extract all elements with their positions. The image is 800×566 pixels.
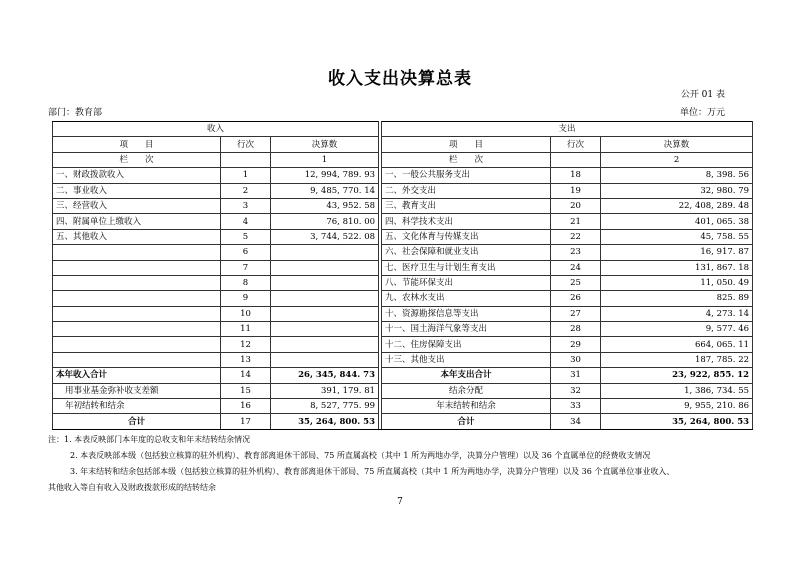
income-amount: 8, 527, 775. 99 xyxy=(271,399,379,414)
expense-item: 六、社会保障和就业支出 xyxy=(382,245,551,260)
income-amount xyxy=(271,337,379,352)
department-label: 部门：教育部 xyxy=(48,108,103,118)
expense-seq: 27 xyxy=(551,306,601,321)
income-seq: 11 xyxy=(221,322,271,337)
income-amount-header: 决算数 xyxy=(271,137,379,152)
income-amount: 391, 179. 81 xyxy=(271,383,379,398)
note-1: 注：1. 本表反映部门本年度的总收支和年末结转结余情况 xyxy=(48,435,251,444)
expense-amount: 16, 917. 87 xyxy=(601,245,753,260)
income-seq: 13 xyxy=(221,352,271,367)
expense-amount: 32, 980. 79 xyxy=(601,183,753,198)
income-item xyxy=(53,291,221,306)
income-seq: 5 xyxy=(221,229,271,244)
income-seq: 14 xyxy=(221,368,271,383)
expense-seq: 24 xyxy=(551,260,601,275)
income-col-number: 1 xyxy=(271,152,379,167)
income-item: 合计 xyxy=(53,414,221,429)
income-amount: 43, 952. 58 xyxy=(271,198,379,213)
income-item xyxy=(53,352,221,367)
expense-amount: 9, 955, 210. 86 xyxy=(601,399,753,414)
income-item xyxy=(53,260,221,275)
expense-item: 八、节能环保支出 xyxy=(382,275,551,290)
income-item: 三、经营收入 xyxy=(53,198,221,213)
expense-item: 结余分配 xyxy=(382,383,551,398)
expense-seq: 21 xyxy=(551,214,601,229)
income-seq: 9 xyxy=(221,291,271,306)
budget-table xyxy=(52,121,752,430)
expense-seq: 22 xyxy=(551,229,601,244)
table-row xyxy=(53,214,753,229)
table-row xyxy=(53,352,753,367)
column-header-row xyxy=(53,137,753,152)
page-title: 收入支出决算总表 xyxy=(328,69,472,89)
expense-amount: 131, 867. 18 xyxy=(601,260,753,275)
expense-item-header: 项 目 xyxy=(382,137,551,152)
form-number: 公开 01 表 xyxy=(680,90,725,100)
expense-item: 年末结转和结余 xyxy=(382,399,551,414)
expense-seq: 31 xyxy=(551,368,601,383)
income-item-header: 项 目 xyxy=(53,137,221,152)
expense-seq: 29 xyxy=(551,337,601,352)
income-seq: 15 xyxy=(221,383,271,398)
income-item xyxy=(53,322,221,337)
expense-seq: 33 xyxy=(551,399,601,414)
income-seq: 17 xyxy=(221,414,271,429)
income-item: 四、附属单位上缴收入 xyxy=(53,214,221,229)
expense-amount: 11, 050. 49 xyxy=(601,275,753,290)
expense-seq: 18 xyxy=(551,168,601,183)
expense-item: 十二、住房保障支出 xyxy=(382,337,551,352)
page-number: 7 xyxy=(397,497,403,507)
income-seq: 2 xyxy=(221,183,271,198)
expense-seq: 32 xyxy=(551,383,601,398)
income-item: 本年收入合计 xyxy=(53,368,221,383)
income-item: 二、事业收入 xyxy=(53,183,221,198)
income-amount: 76, 810. 00 xyxy=(271,214,379,229)
expense-amount: 187, 785. 22 xyxy=(601,352,753,367)
expense-item: 七、医疗卫生与计划生育支出 xyxy=(382,260,551,275)
table-row xyxy=(53,337,753,352)
expense-item: 九、农林水支出 xyxy=(382,291,551,306)
table-row xyxy=(53,183,753,198)
expense-amount: 45, 758. 55 xyxy=(601,229,753,244)
expense-item: 二、外交支出 xyxy=(382,183,551,198)
table-row xyxy=(53,383,753,398)
income-amount xyxy=(271,275,379,290)
expense-amount: 401, 065. 38 xyxy=(601,214,753,229)
expense-amount: 664, 065. 11 xyxy=(601,337,753,352)
expense-item: 十三、其他支出 xyxy=(382,352,551,367)
income-seq: 7 xyxy=(221,260,271,275)
table-row xyxy=(53,306,753,321)
expense-amount-header: 决算数 xyxy=(601,137,753,152)
expense-item: 本年支出合计 xyxy=(382,368,551,383)
expense-col-label: 栏 次 xyxy=(382,152,551,167)
expense-item: 三、教育支出 xyxy=(382,198,551,213)
income-seq-header: 行次 xyxy=(221,137,271,152)
income-amount: 9, 485, 770. 14 xyxy=(271,183,379,198)
income-amount xyxy=(271,306,379,321)
table-row xyxy=(53,322,753,337)
expense-item: 十、资源勘探信息等支出 xyxy=(382,306,551,321)
table-row xyxy=(53,275,753,290)
income-item xyxy=(53,306,221,321)
income-seq: 6 xyxy=(221,245,271,260)
expense-item: 四、科学技术支出 xyxy=(382,214,551,229)
income-col-label: 栏 次 xyxy=(53,152,221,167)
expense-amount: 1, 386, 734. 55 xyxy=(601,383,753,398)
income-amount xyxy=(271,245,379,260)
income-seq: 8 xyxy=(221,275,271,290)
expense-seq: 19 xyxy=(551,183,601,198)
column-number-row xyxy=(53,152,753,167)
income-amount xyxy=(271,352,379,367)
table-row xyxy=(53,291,753,306)
income-amount xyxy=(271,322,379,337)
income-seq: 3 xyxy=(221,198,271,213)
income-item: 五、其他收入 xyxy=(53,229,221,244)
note-3-continued: 其他收入等自有收入及财政拨款形成的结转结余 xyxy=(48,483,216,492)
expense-col-number: 2 xyxy=(601,152,753,167)
expense-seq: 28 xyxy=(551,322,601,337)
table-row xyxy=(53,260,753,275)
income-seq: 10 xyxy=(221,306,271,321)
expense-amount: 35, 264, 800. 53 xyxy=(601,414,753,429)
grand-total-row xyxy=(53,414,753,429)
income-item: 一、财政拨款收入 xyxy=(53,168,221,183)
expense-seq: 30 xyxy=(551,352,601,367)
footnotes xyxy=(48,432,674,496)
expense-amount: 825. 89 xyxy=(601,291,753,306)
expense-amount: 23, 922, 855. 12 xyxy=(601,368,753,383)
income-seq: 12 xyxy=(221,337,271,352)
income-item: 年初结转和结余 xyxy=(53,399,221,414)
income-seq: 1 xyxy=(221,168,271,183)
expense-item: 五、文化体育与传媒支出 xyxy=(382,229,551,244)
expense-seq: 34 xyxy=(551,414,601,429)
expense-seq: 23 xyxy=(551,245,601,260)
table-row xyxy=(53,198,753,213)
expense-seq-header: 行次 xyxy=(551,137,601,152)
table-row xyxy=(53,229,753,244)
table-row xyxy=(53,245,753,260)
income-seq: 4 xyxy=(221,214,271,229)
note-3: 3. 年末结转和结余包括部本级（包括独立核算的驻外机构）、教育部离退休干部局、75 所直属高校（其中 1 所为两地办学，决算分户管理）以及 36 个直属单位事业收入、 xyxy=(70,467,675,476)
expense-seq: 26 xyxy=(551,291,601,306)
income-item xyxy=(53,245,221,260)
annual-total-row xyxy=(53,368,753,383)
expense-item: 十一、国土海洋气象等支出 xyxy=(382,322,551,337)
income-amount: 12, 994, 789. 93 xyxy=(271,168,379,183)
section-header-row xyxy=(53,122,753,137)
income-amount: 26, 345, 844. 73 xyxy=(271,368,379,383)
note-2: 2. 本表反映部本级（包括独立核算的驻外机构）、教育部离退休干部局、75 所直属高校（其中 1 所为两地办学，决算分户管理）以及 36 个直属单位的经费收支情况 xyxy=(70,451,651,460)
expense-item: 合计 xyxy=(382,414,551,429)
expense-seq: 20 xyxy=(551,198,601,213)
income-item: 用事业基金弥补收支差额 xyxy=(53,383,221,398)
income-item xyxy=(53,337,221,352)
income-seq: 16 xyxy=(221,399,271,414)
expense-amount: 4, 273. 14 xyxy=(601,306,753,321)
income-amount: 3, 744, 522. 08 xyxy=(271,229,379,244)
table-row xyxy=(53,168,753,183)
expense-seq: 25 xyxy=(551,275,601,290)
expense-amount: 8, 398. 56 xyxy=(601,168,753,183)
expense-amount: 22, 408, 289. 48 xyxy=(601,198,753,213)
unit-label: 单位：万元 xyxy=(679,108,725,118)
table-row xyxy=(53,399,753,414)
expense-header: 支出 xyxy=(382,122,753,137)
income-amount xyxy=(271,291,379,306)
income-item xyxy=(53,275,221,290)
income-header: 收入 xyxy=(53,122,379,137)
expense-item: 一、一般公共服务支出 xyxy=(382,168,551,183)
income-amount: 35, 264, 800. 53 xyxy=(271,414,379,429)
expense-amount: 9, 577. 46 xyxy=(601,322,753,337)
income-amount xyxy=(271,260,379,275)
